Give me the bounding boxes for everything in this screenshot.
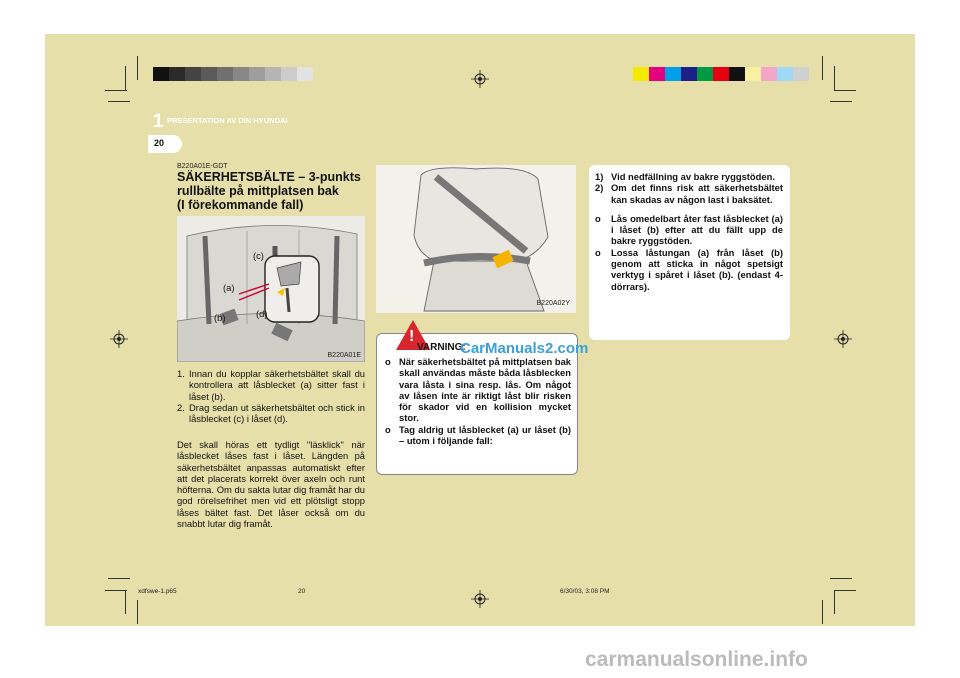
site-watermark: carmanualsonline.info	[585, 648, 808, 671]
section-code: B220A01E-GDT	[177, 163, 228, 170]
calibration-swatch	[697, 67, 713, 81]
right-info-box	[589, 165, 790, 340]
calibration-swatch	[761, 67, 777, 81]
warning-icon: !	[396, 320, 430, 350]
list-item: o Lossa låstungan (a) från låset (b) genom att sticka in något spetsigt verktyg i spåret i låset (b). (endast 4-dörrars).	[595, 246, 783, 292]
footer-page: 20	[298, 588, 306, 595]
calibration-swatch	[281, 67, 297, 81]
rear-seat-figure	[177, 216, 365, 362]
calibration-swatch	[729, 67, 745, 81]
warning-list	[385, 356, 571, 446]
belt-wearing-figure	[376, 165, 576, 313]
figure-code: B220A02Y	[536, 300, 570, 307]
registration-target-icon	[471, 70, 489, 88]
body-paragraph: Det skall höras ett tydligt "läsklick" när låsblecket låses fast i låset. Längden på säkerhetsbältet anpassas automatiskt efter att det placerats korrekt över axeln och runt höfterna. Om du sakta lutar dig framåt har du god rörelsefrihet men vid ett plötsligt stopp låses bältet fast. Det låser också om du snabbt lutar dig framåt.	[177, 439, 365, 530]
list-item: o Lås omedelbart åter fast låsblecket (a) i låset (b) efter att du fällt upp de bakre ryggstöden.	[595, 212, 783, 247]
rear-seat-illustration	[177, 216, 365, 362]
chapter-title: PRESENTATION AV DIN HYUNDAI	[167, 116, 288, 125]
calibration-swatch	[793, 67, 809, 81]
calibration-swatch	[201, 67, 217, 81]
registration-target-icon	[110, 330, 128, 348]
calibration-swatch	[633, 67, 649, 81]
calibration-swatch	[681, 67, 697, 81]
heading-line: SÄKERHETSBÄLTE – 3-punkts	[177, 170, 361, 184]
page-number: 20	[154, 138, 165, 148]
calibration-swatch	[185, 67, 201, 81]
calibration-swatch	[745, 67, 761, 81]
gray-calibration-bar	[153, 67, 313, 81]
heading-line: rullbälte på mittplatsen bak	[177, 184, 339, 198]
figure-code: B220A01E	[327, 352, 361, 359]
calibration-swatch	[713, 67, 729, 81]
registration-target-icon	[834, 330, 852, 348]
steps-list	[177, 368, 365, 424]
list-item: 1. Innan du kopplar säkerhetsbältet skall du kontrollera att låsblecket (a) sitter fast i låset (b).	[177, 368, 365, 402]
watermark: CarManuals2.com	[460, 340, 589, 357]
belt-wearing-illustration	[376, 165, 576, 313]
calibration-swatch	[169, 67, 185, 81]
color-calibration-bar	[633, 67, 809, 81]
list-item: 1) Vid nedfällning av bakre ryggstöden.	[595, 171, 775, 182]
calibration-swatch	[665, 67, 681, 81]
list-item: 2. Drag sedan ut säkerhetsbältet och stick in låsblecket (c) i låset (d).	[177, 401, 365, 425]
calibration-swatch	[249, 67, 265, 81]
registration-target-icon	[471, 590, 489, 608]
footer-file: xdfswe-1.p65	[138, 588, 177, 595]
figure-label-c: (c)	[253, 250, 264, 261]
figure-label-b: (b)	[214, 312, 226, 323]
section-heading	[177, 170, 367, 212]
calibration-swatch	[649, 67, 665, 81]
figure-label-d: (d)	[256, 308, 268, 319]
calibration-swatch	[153, 67, 169, 81]
calibration-swatch	[217, 67, 233, 81]
right-list	[595, 171, 783, 292]
chapter-number: 1	[153, 111, 164, 132]
list-item: o När säkerhetsbältet på mittplatsen bak skall användas måste båda låsblecken vara låsta i sina resp. lås. Om något av låsen inte är riktigt låst blir risken för skador vid en kollision mycket stor.	[385, 356, 571, 424]
calibration-swatch	[297, 67, 313, 81]
calibration-swatch	[265, 67, 281, 81]
list-item: o Tag aldrig ut låsblecket (a) ur låset (b) – utom i följande fall:	[385, 423, 571, 447]
calibration-swatch	[777, 67, 793, 81]
warning-title: VARNING:	[417, 342, 466, 353]
heading-line: (I förekommande fall)	[177, 198, 304, 212]
figure-label-a: (a)	[223, 282, 235, 293]
list-item: 2) Om det finns risk att säkerhetsbältet kan skadas av någon last i baksätet.	[595, 182, 783, 205]
calibration-swatch	[233, 67, 249, 81]
footer-timestamp: 6/30/03, 3:08 PM	[560, 588, 610, 595]
